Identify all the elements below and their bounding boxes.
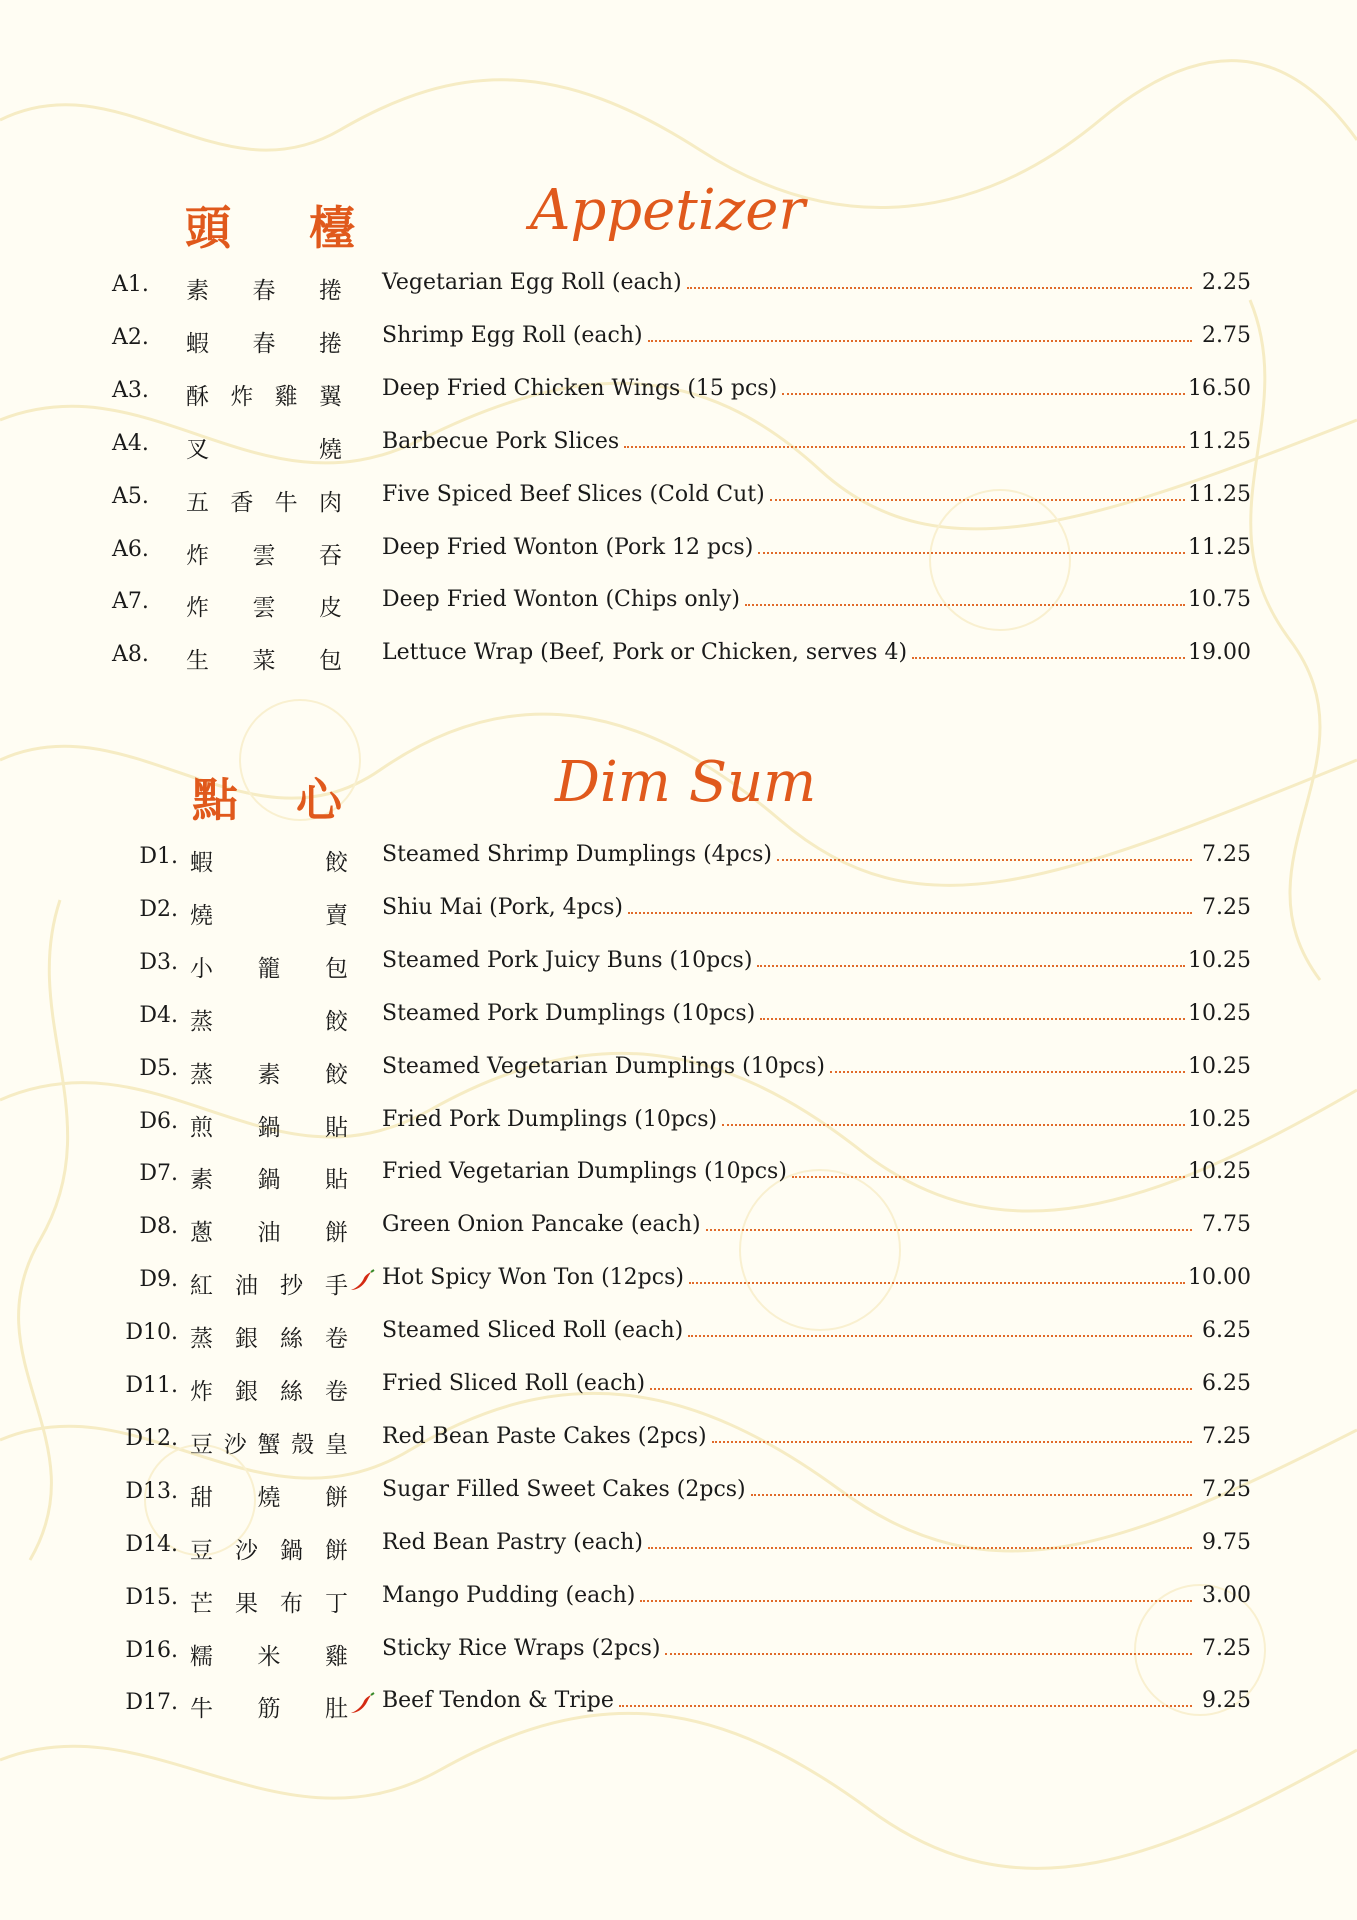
menu-item xyxy=(0,1261,1357,1301)
item-price: 10.75 xyxy=(1188,587,1251,613)
dot-leader xyxy=(760,1018,1185,1020)
item-price: 7.25 xyxy=(1202,894,1251,920)
menu-item xyxy=(0,1632,1357,1672)
dot-leader xyxy=(830,1071,1185,1073)
item-description: Mango Pudding (each) xyxy=(382,1582,636,1608)
item-chinese-name: 小 籠 包 xyxy=(190,955,348,982)
item-description: Steamed Pork Dumplings (10pcs) xyxy=(382,1000,756,1026)
dot-leader xyxy=(619,1705,1192,1707)
item-description: Deep Fried Wonton (Chips only) xyxy=(382,587,740,613)
item-description: Sticky Rice Wraps (2pcs) xyxy=(382,1635,661,1661)
menu-item xyxy=(0,1579,1357,1619)
item-description: Steamed Vegetarian Dumplings (10pcs) xyxy=(382,1053,825,1079)
dot-leader xyxy=(648,340,1192,342)
item-price: 7.25 xyxy=(1202,1423,1251,1449)
item-chinese-name: 素 春 捲 xyxy=(186,278,342,304)
item-chinese-name: 炸 雲 皮 xyxy=(186,595,342,622)
dot-leader xyxy=(792,1176,1185,1178)
dot-leader xyxy=(689,1282,1185,1284)
item-code: D12. xyxy=(125,1425,178,1451)
item-description: Shrimp Egg Roll (each) xyxy=(382,322,643,348)
dot-leader xyxy=(722,1124,1185,1126)
item-price: 11.25 xyxy=(1188,428,1251,454)
item-price: 16.50 xyxy=(1188,375,1251,401)
item-code: A7. xyxy=(112,589,149,615)
menu-item xyxy=(0,425,1357,465)
item-price: 2.25 xyxy=(1202,270,1251,295)
item-price: 10.25 xyxy=(1188,1106,1251,1132)
item-code: A8. xyxy=(112,642,149,668)
item-price: 6.25 xyxy=(1202,1318,1251,1344)
dot-leader xyxy=(751,1494,1192,1496)
dot-leader xyxy=(712,1441,1192,1443)
dot-leader xyxy=(650,1388,1192,1390)
item-description: Lettuce Wrap (Beef, Pork or Chicken, serves 4) xyxy=(382,640,908,666)
item-code: D14. xyxy=(125,1531,178,1557)
item-description: Beef Tendon & Tripe xyxy=(382,1688,614,1714)
menu-item xyxy=(0,1103,1357,1143)
menu-item xyxy=(0,583,1357,623)
item-code: D1. xyxy=(139,844,178,869)
item-price: 19.00 xyxy=(1188,640,1251,666)
dimsum-title: Dim Sum xyxy=(555,750,817,815)
item-chinese-name: 甜 燒 餅 xyxy=(190,1484,348,1511)
dot-leader xyxy=(628,912,1192,914)
item-chinese-name: 生 菜 包 xyxy=(186,648,342,675)
item-code: A2. xyxy=(112,324,149,350)
item-description: Shiu Mai (Pork, 4pcs) xyxy=(382,894,623,920)
item-line xyxy=(382,1159,1251,1184)
dot-leader xyxy=(782,393,1185,395)
item-description: Five Spiced Beef Slices (Cold Cut) xyxy=(382,481,765,507)
item-code: D17. xyxy=(125,1690,178,1716)
item-line xyxy=(382,1265,1251,1290)
item-price: 2.75 xyxy=(1202,322,1251,348)
item-line xyxy=(382,323,1251,348)
item-line xyxy=(382,895,1251,920)
item-price: 9.75 xyxy=(1202,1529,1251,1555)
item-price: 11.25 xyxy=(1188,481,1251,507)
item-price: 9.25 xyxy=(1202,1688,1251,1714)
dot-leader xyxy=(688,1335,1192,1337)
item-code: A1. xyxy=(112,272,149,297)
item-description: Steamed Pork Juicy Buns (10pcs) xyxy=(382,947,753,973)
item-description: Red Bean Paste Cakes (2pcs) xyxy=(382,1423,707,1449)
item-code: D6. xyxy=(139,1108,178,1134)
item-description: Vegetarian Egg Roll (each) xyxy=(382,270,682,295)
item-line xyxy=(382,1107,1251,1132)
item-description: Green Onion Pancake (each) xyxy=(382,1212,701,1238)
item-chinese-name: 炸 雲 吞 xyxy=(186,542,342,569)
item-description: Deep Fried Wonton (Pork 12 pcs) xyxy=(382,534,754,560)
dot-leader xyxy=(640,1600,1192,1602)
menu-item xyxy=(0,1526,1357,1566)
menu-item xyxy=(0,997,1357,1037)
item-chinese-name: 蝦 春 捲 xyxy=(186,330,342,357)
item-code: A5. xyxy=(112,483,149,509)
item-price: 10.25 xyxy=(1188,947,1251,973)
dot-leader xyxy=(912,657,1185,659)
item-chinese-name: 糯 米 雞 xyxy=(190,1643,348,1670)
item-price: 10.00 xyxy=(1188,1265,1251,1291)
item-line xyxy=(382,1001,1251,1026)
item-description: Barbecue Pork Slices xyxy=(382,428,620,454)
menu-item xyxy=(0,531,1357,571)
dot-leader xyxy=(770,499,1185,501)
item-line xyxy=(382,640,1251,665)
item-price: 7.25 xyxy=(1202,1476,1251,1502)
menu-item xyxy=(0,636,1357,676)
item-line xyxy=(382,429,1251,454)
item-line xyxy=(382,587,1251,612)
menu-item xyxy=(0,1155,1357,1195)
item-line xyxy=(382,1636,1251,1661)
item-chinese-name: 煎 鍋 貼 xyxy=(190,1114,348,1141)
item-line xyxy=(382,842,1251,867)
item-description: Steamed Sliced Roll (each) xyxy=(382,1318,684,1344)
menu-item xyxy=(0,1050,1357,1090)
item-chinese-name: 叉 燒 xyxy=(186,436,342,463)
item-description: Steamed Shrimp Dumplings (4pcs) xyxy=(382,842,772,867)
item-price: 10.25 xyxy=(1188,1000,1251,1026)
item-line xyxy=(382,1530,1251,1555)
item-line xyxy=(382,1583,1251,1608)
item-chinese-name: 酥 炸 雞 翼 xyxy=(186,383,342,410)
menu-item xyxy=(0,266,1357,306)
item-description: Sugar Filled Sweet Cakes (2pcs) xyxy=(382,1476,746,1502)
appetizer-title-cn: 頭 檯 xyxy=(185,201,355,255)
item-chinese-name: 蔥 油 餅 xyxy=(190,1220,348,1247)
menu-item xyxy=(0,1473,1357,1513)
item-code: D10. xyxy=(125,1320,178,1346)
item-description: Deep Fried Chicken Wings (15 pcs) xyxy=(382,375,778,401)
item-code: D7. xyxy=(139,1161,178,1187)
menu-item xyxy=(0,1367,1357,1407)
dot-leader xyxy=(777,859,1192,861)
item-chinese-name: 蝦 餃 xyxy=(190,850,348,876)
item-code: A6. xyxy=(112,536,149,562)
item-code: D9. xyxy=(139,1267,178,1293)
item-code: D16. xyxy=(125,1637,178,1663)
item-price: 10.25 xyxy=(1188,1053,1251,1079)
dot-leader xyxy=(687,287,1192,289)
menu-item xyxy=(0,372,1357,412)
item-line xyxy=(382,1371,1251,1396)
item-line xyxy=(382,535,1251,560)
item-chinese-name: 紅 油 抄 手 xyxy=(190,1273,348,1300)
item-chinese-name: 芒 果 布 丁 xyxy=(190,1590,348,1617)
item-chinese-name: 牛 筋 肚 xyxy=(190,1696,348,1723)
item-code: D13. xyxy=(125,1478,178,1504)
item-price: 10.25 xyxy=(1188,1159,1251,1185)
item-line xyxy=(382,1054,1251,1079)
item-price: 7.25 xyxy=(1202,1635,1251,1661)
dimsum-title-cn: 點 心 xyxy=(192,773,342,827)
item-line xyxy=(382,948,1251,973)
item-line xyxy=(382,1477,1251,1502)
item-price: 6.25 xyxy=(1202,1371,1251,1396)
menu-item xyxy=(0,838,1357,878)
item-line xyxy=(382,482,1251,507)
item-chinese-name: 蒸 餃 xyxy=(190,1008,348,1035)
item-price: 7.25 xyxy=(1202,842,1251,867)
item-price: 11.25 xyxy=(1188,534,1251,560)
menu-item xyxy=(0,1314,1357,1354)
item-chinese-name: 豆 沙 鍋 餅 xyxy=(190,1537,348,1564)
item-price: 7.75 xyxy=(1202,1212,1251,1238)
item-price: 3.00 xyxy=(1202,1582,1251,1608)
item-description: Fried Vegetarian Dumplings (10pcs) xyxy=(382,1159,787,1185)
item-chinese-name: 豆 沙 蟹 殼 皇 xyxy=(190,1431,348,1458)
menu-item xyxy=(0,944,1357,984)
item-line xyxy=(382,270,1251,295)
menu-item xyxy=(0,1684,1357,1724)
menu-item xyxy=(0,891,1357,931)
item-chinese-name: 炸 銀 絲 卷 xyxy=(190,1379,348,1405)
item-code: D11. xyxy=(125,1373,178,1398)
item-code: D15. xyxy=(125,1584,178,1610)
item-description: Hot Spicy Won Ton (12pcs) xyxy=(382,1265,684,1291)
item-code: A4. xyxy=(112,430,149,456)
item-code: D8. xyxy=(139,1214,178,1240)
item-chinese-name: 素 鍋 貼 xyxy=(190,1167,348,1194)
dot-leader xyxy=(665,1653,1192,1655)
dot-leader xyxy=(745,604,1185,606)
item-chinese-name: 燒 賣 xyxy=(190,902,348,929)
dot-leader xyxy=(648,1547,1192,1549)
item-chinese-name: 五 香 牛 肉 xyxy=(186,489,342,516)
item-chinese-name: 蒸 素 餃 xyxy=(190,1061,348,1088)
dot-leader xyxy=(624,446,1185,448)
item-code: D4. xyxy=(139,1002,178,1028)
item-line xyxy=(382,1212,1251,1237)
item-description: Fried Sliced Roll (each) xyxy=(382,1371,646,1396)
dot-leader xyxy=(757,965,1185,967)
item-code: D3. xyxy=(139,949,178,975)
item-description: Fried Pork Dumplings (10pcs) xyxy=(382,1106,718,1132)
item-code: D5. xyxy=(139,1055,178,1081)
dot-leader xyxy=(706,1229,1192,1231)
dot-leader xyxy=(758,552,1185,554)
chili-pepper-icon xyxy=(349,1269,375,1293)
item-line xyxy=(382,1424,1251,1449)
item-chinese-name: 蒸 銀 絲 卷 xyxy=(190,1326,348,1353)
menu-item xyxy=(0,319,1357,359)
chili-pepper-icon xyxy=(349,1692,375,1716)
menu-item xyxy=(0,478,1357,518)
appetizer-title: Appetizer xyxy=(530,178,806,243)
item-code: A3. xyxy=(112,377,149,403)
item-line xyxy=(382,376,1251,401)
item-line xyxy=(382,1688,1251,1713)
menu-item xyxy=(0,1208,1357,1248)
menu-item xyxy=(0,1420,1357,1460)
item-line xyxy=(382,1318,1251,1343)
item-description: Red Bean Pastry (each) xyxy=(382,1529,643,1555)
item-code: D2. xyxy=(139,896,178,922)
